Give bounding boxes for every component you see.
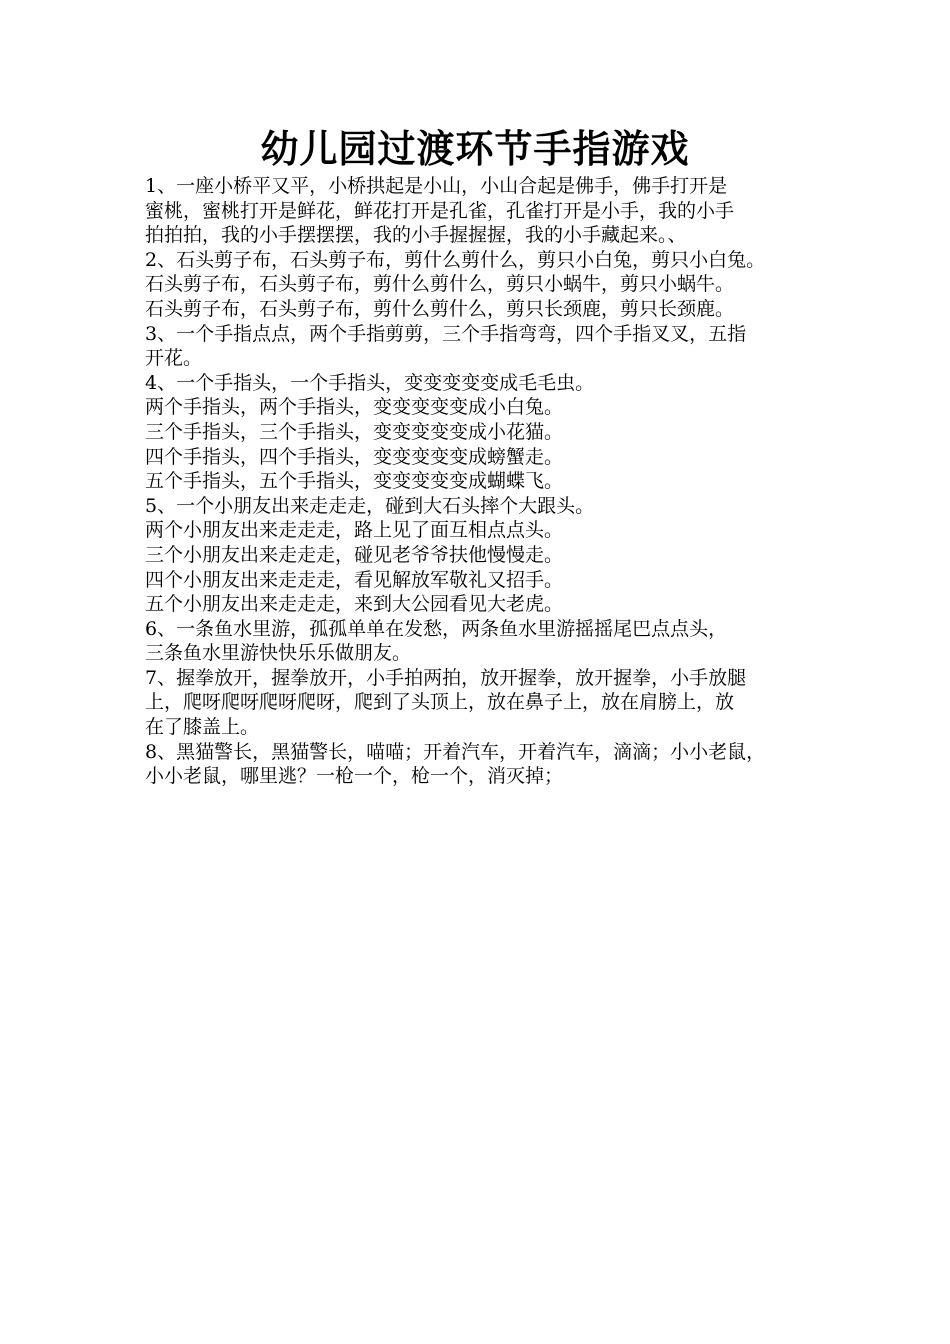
text-line: 蜜桃，蜜桃打开是鲜花，鲜花打开是孔雀，孔雀打开是小手，我的小手 xyxy=(145,199,735,222)
document-body xyxy=(145,174,825,789)
text-line: 五个小朋友出来走走走，来到大公园看见大老虎。 xyxy=(145,593,564,616)
text-line: 4、一个手指头，一个手指头，变变变变变成毛毛虫。 xyxy=(145,371,595,394)
text-line: 8、黑猫警长，黑猫警长，喵喵；开着汽车，开着汽车，滴滴；小小老鼠， xyxy=(145,740,766,763)
text-line: 上，爬呀爬呀爬呀爬呀，爬到了头顶上，放在鼻子上，放在肩膀上，放 xyxy=(145,691,735,714)
text-line: 2、石头剪子布，石头剪子布，剪什么剪什么，剪只小白兔，剪只小白兔。 xyxy=(145,248,766,271)
text-line: 四个手指头，四个手指头，变变变变变成螃蟹走。 xyxy=(145,445,564,468)
text-line: 开花。 xyxy=(145,347,203,370)
text-line: 两个手指头，两个手指头，变变变变变成小白兔。 xyxy=(145,396,564,419)
text-line: 1、一座小桥平又平，小桥拱起是小山，小山合起是佛手，佛手打开是 xyxy=(145,175,728,197)
text-line: 拍拍拍，我的小手摆摆摆，我的小手握握握，我的小手藏起来。、 xyxy=(145,224,687,247)
text-line: 两个小朋友出来走走走，路上见了面互相点点头。 xyxy=(145,519,564,542)
text-line: 3、一个手指点点，两个手指剪剪，三个手指弯弯，四个手指叉叉，五指 xyxy=(145,322,747,345)
text-line: 6、一条鱼水里游，孤孤单单在发愁，两条鱼水里游摇摇尾巴点点头， xyxy=(145,617,728,640)
text-line: 五个手指头，五个手指头，变变变变变成蝴蝶飞。 xyxy=(145,470,564,493)
text-line: 小小老鼠，哪里逃？一枪一个，枪一个，消灭掉； xyxy=(145,765,564,788)
text-line: 石头剪子布，石头剪子布，剪什么剪什么，剪只长颈鹿，剪只长颈鹿。 xyxy=(145,297,735,320)
text-line: 三个小朋友出来走走走，碰见老爷爷扶他慢慢走。 xyxy=(145,543,564,566)
text-line: 四个小朋友出来走走走，看见解放军敬礼又招手。 xyxy=(145,568,564,591)
text-line: 三个手指头，三个手指头，变变变变变成小花猫。 xyxy=(145,420,564,443)
text-line: 三条鱼水里游快快乐乐做朋友。 xyxy=(145,642,412,665)
text-line: 在了膝盖上。 xyxy=(145,716,260,739)
document-title: 幼儿园过渡环节手指游戏 xyxy=(260,127,690,171)
text-line: 7、握拳放开，握拳放开，小手拍两拍，放开握拳，放开握拳，小手放腿 xyxy=(145,666,747,689)
text-line: 石头剪子布，石头剪子布，剪什么剪什么，剪只小蜗牛，剪只小蜗牛。 xyxy=(145,273,735,296)
text-line: 5、一个小朋友出来走走走，碰到大石头摔个大跟头。 xyxy=(145,494,595,517)
